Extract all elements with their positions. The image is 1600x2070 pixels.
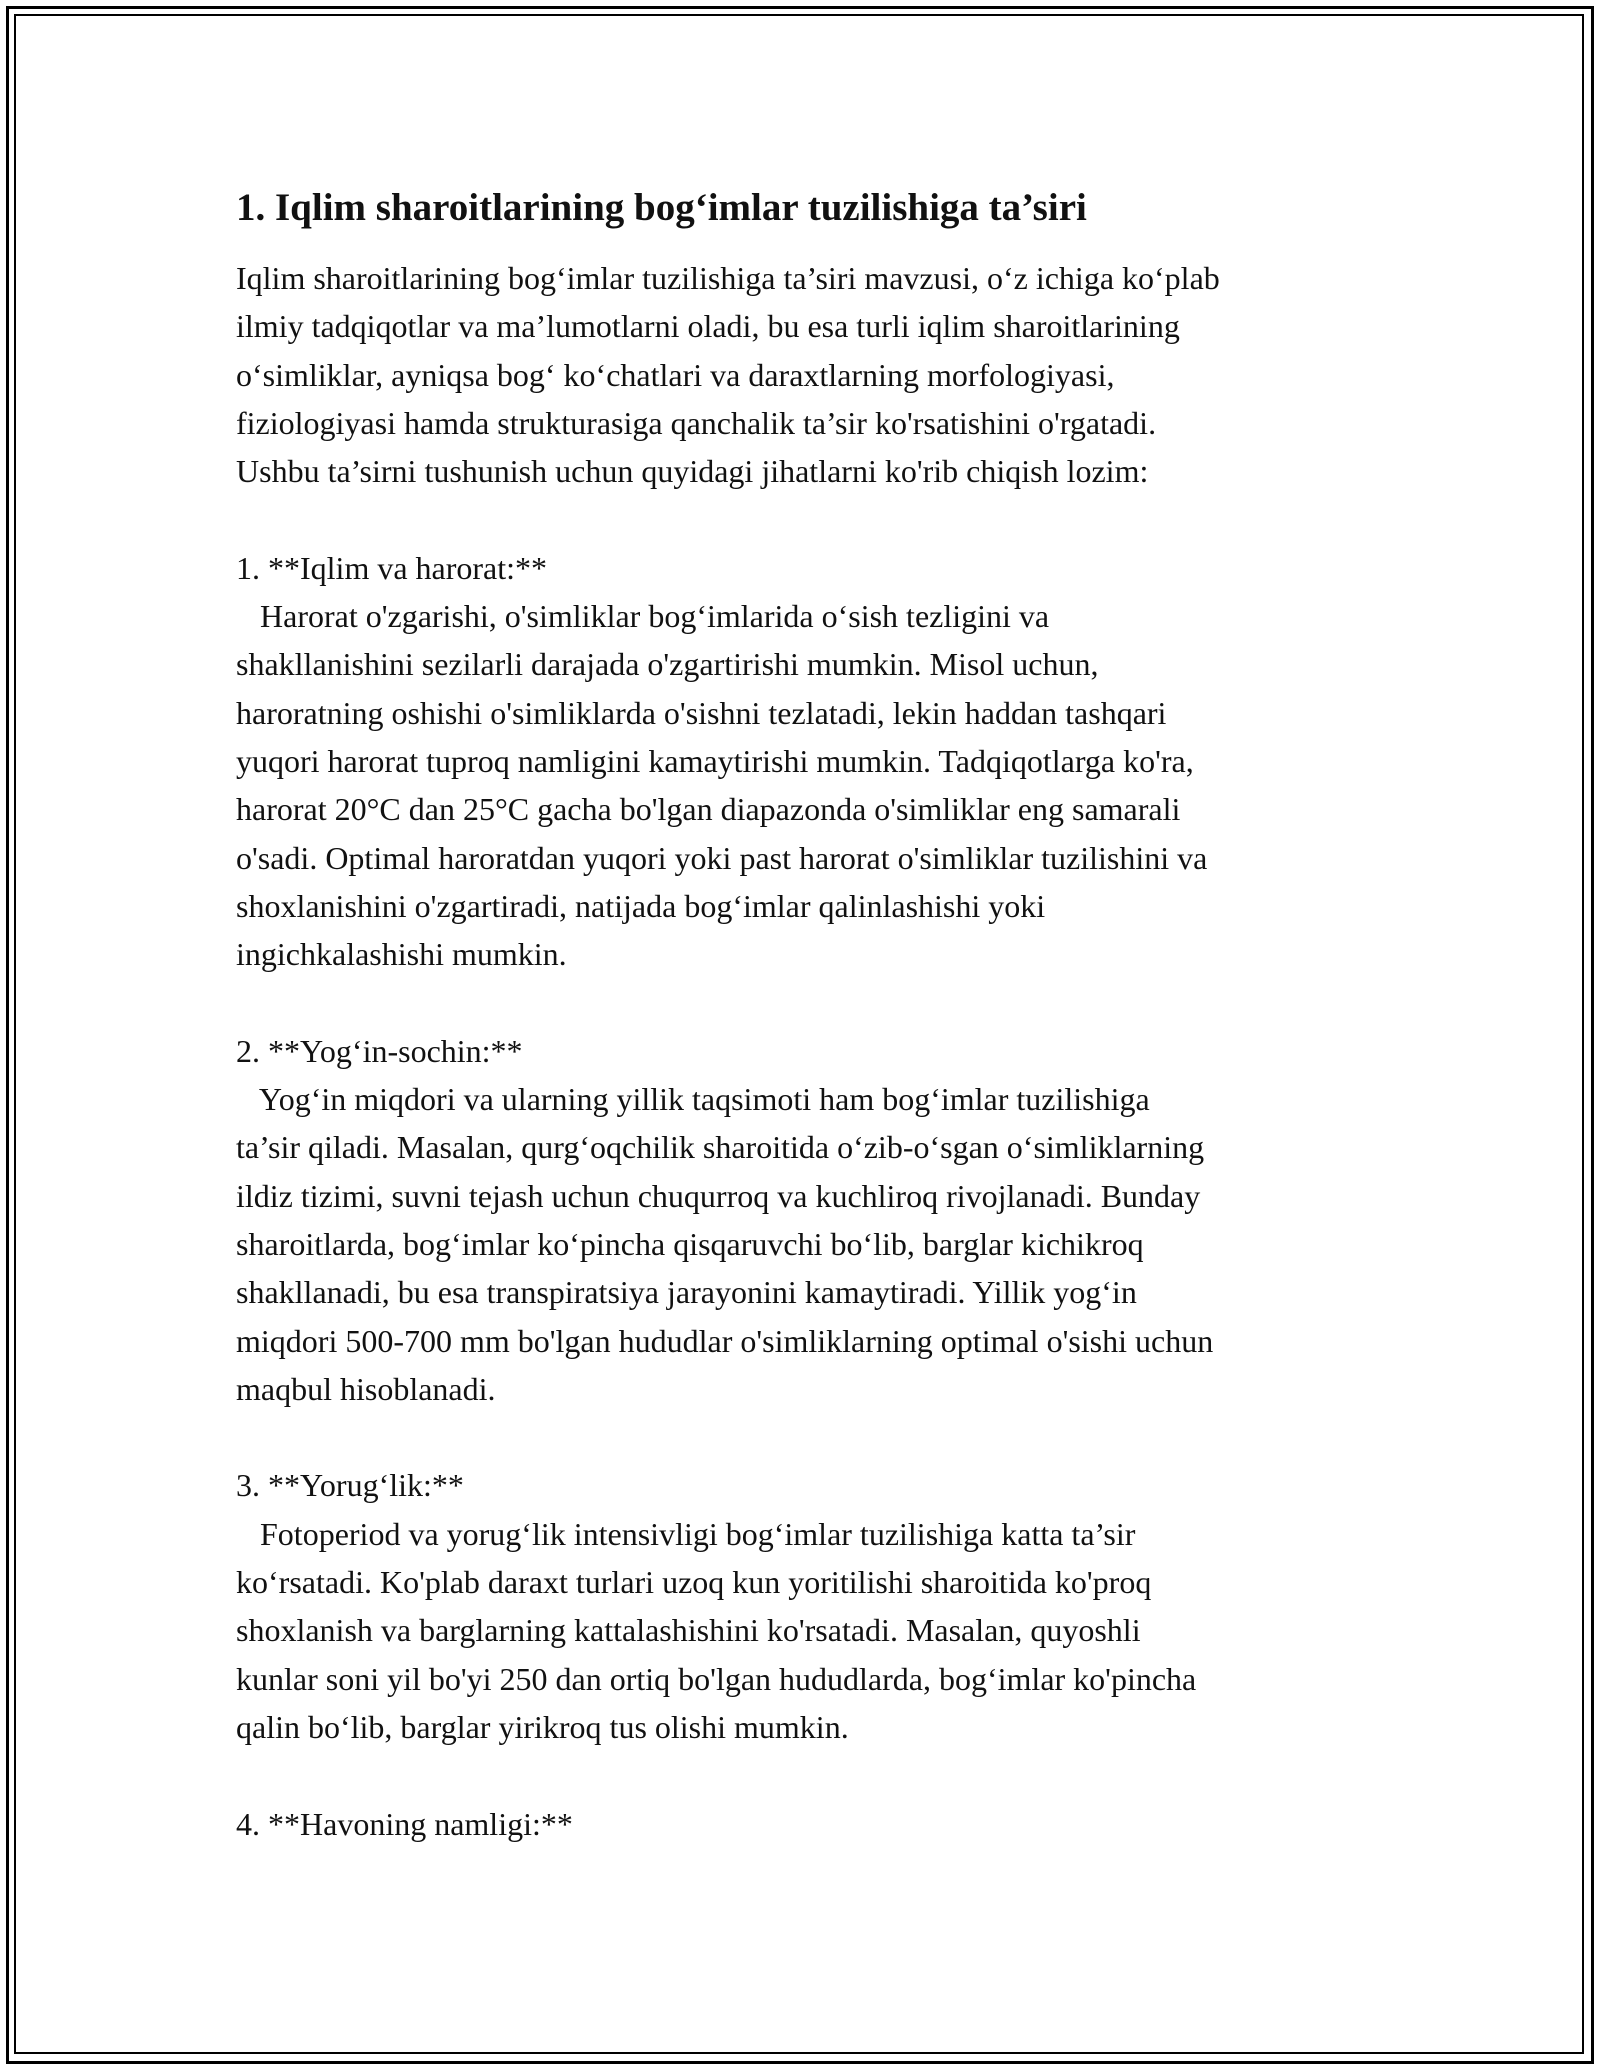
intro-line: fiziologiyasi hamda strukturasiga qanchalik ta’sir ko'rsatishini o'rgatadi. (236, 404, 1157, 441)
blank-line (236, 1751, 1376, 1799)
body-line: ta’sir qiladi. Masalan, qurg‘oqchilik sharoitida o‘zib-o‘sgan o‘simliklarning (236, 1129, 1205, 1166)
blank-line (236, 495, 1376, 543)
body-line: Fotoperiod va yorug‘lik intensivligi bog‘imlar tuzilishiga katta ta’sir (236, 1515, 1136, 1552)
document-page (236, 182, 1376, 1848)
intro-line: Iqlim sharoitlarining bog‘imlar tuzilishiga ta’siri mavzusi, o‘z ichiga ko‘plab (236, 260, 1220, 296)
body-line: shakllanadi, bu esa transpiratsiya jarayonini kamaytiradi. Yillik yog‘in (236, 1274, 1137, 1311)
body-line: harorat 20°C dan 25°C gacha bo'lgan diapazonda o'simliklar eng samarali (236, 791, 1181, 828)
section-heading: 2. **Yog‘in-sochin:** (236, 1032, 523, 1069)
section-heading: 4. **Havoning namligi:** (236, 1805, 573, 1842)
body-line: kunlar soni yil bo'yi 250 dan ortiq bo'lgan hududlarda, bog‘imlar ko'pincha (236, 1660, 1197, 1697)
body-line: haroratning oshishi o'simliklarda o'sishni tezlatadi, lekin haddan tashqari (236, 694, 1167, 731)
section-precipitation (236, 1027, 1376, 1413)
blank-line (236, 978, 1376, 1026)
intro-line: o‘simliklar, ayniqsa bog‘ ko‘chatlari va daraxtlarning morfologiyasi, (236, 356, 1115, 393)
intro-line: ilmiy tadqiqotlar va ma’lumotlarni oladi, bu esa turli iqlim sharoitlarining (236, 308, 1180, 345)
body-line: miqdori 500-700 mm bo'lgan hududlar o'simliklarning optimal o'sishi uchun (236, 1322, 1214, 1359)
body-line: shoxlanishini o'zgartiradi, natijada bog‘imlar qalinlashishi yoki (236, 887, 1046, 924)
body-line: shakllanishini sezilarli darajada o'zgartirishi mumkin. Misol uchun, (236, 646, 1099, 683)
section-heading: 1. **Iqlim va harorat:** (236, 549, 548, 586)
blank-line (236, 1413, 1376, 1461)
body-line: qalin bo‘lib, barglar yirikroq tus olishi mumkin. (236, 1708, 849, 1745)
intro-line: Ushbu ta’sirni tushunish uchun quyidagi jihatlarni ko'rib chiqish lozim: (236, 453, 1149, 490)
body-line: maqbul hisoblanadi. (236, 1370, 496, 1407)
section-temperature (236, 544, 1376, 979)
intro-paragraph (236, 254, 1376, 495)
section-body (236, 592, 1376, 978)
body-line: o'sadi. Optimal haroratdan yuqori yoki past harorat o'simliklar tuzilishini va (236, 839, 1208, 876)
body-line: ildiz tizimi, suvni tejash uchun chuqurroq va kuchliroq rivojlanadi. Bunday (236, 1177, 1201, 1214)
section-humidity (236, 1800, 1376, 1848)
section-body (236, 1510, 1376, 1751)
document-title: 1. Iqlim sharoitlarining bog‘imlar tuzilishiga ta’siri (236, 186, 1087, 229)
body-line: shoxlanish va barglarning kattalashishini ko'rsatadi. Masalan, quyoshli (236, 1612, 1141, 1649)
section-light (236, 1461, 1376, 1751)
section-heading: 3. **Yorug‘lik:** (236, 1467, 464, 1504)
section-body (236, 1075, 1376, 1413)
body-line: Harorat o'zgarishi, o'simliklar bog‘imlarida o‘sish tezligini va (236, 598, 1050, 635)
body-line: ingichkalashishi mumkin. (236, 936, 567, 973)
body-line: sharoitlarda, bog‘imlar ko‘pincha qisqaruvchi bo‘lib, barglar kichikroq (236, 1225, 1144, 1262)
body-line: ko‘rsatadi. Ko'plab daraxt turlari uzoq kun yoritilishi sharoitida ko'proq (236, 1564, 1152, 1601)
body-line: yuqori harorat tuproq namligini kamaytirishi mumkin. Tadqiqotlarga ko'ra, (236, 742, 1194, 779)
body-line: Yog‘in miqdori va ularning yillik taqsimoti ham bog‘imlar tuzilishiga (236, 1081, 1150, 1118)
